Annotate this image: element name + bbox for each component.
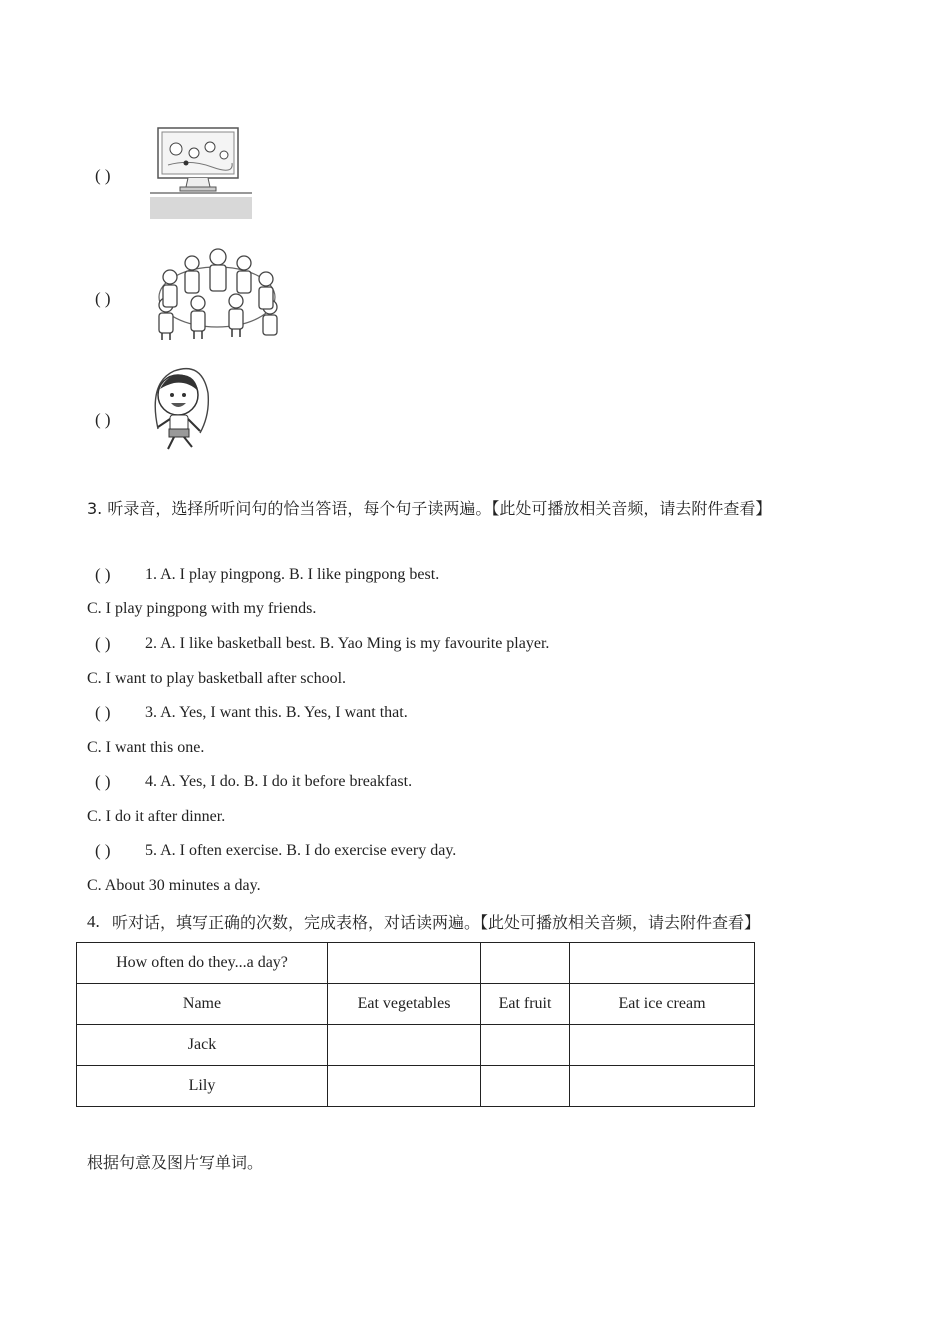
column-header-name: Name [77, 984, 328, 1025]
question-4-blank[interactable]: ( ) [95, 772, 111, 791]
section-4-heading: 听对话，填写正确的次数，完成表格，对话读两遍。【此处可播放相关音频，请去附件查看】 [112, 913, 761, 932]
question-3-options: 3. A. Yes, I want this. B. Yes, I want that. [145, 704, 408, 721]
section-heading-write-words: 根据句意及图片写单词。 [87, 1153, 264, 1172]
section-3-heading: 3. 听录音，选择所听问句的恰当答语，每个句子读两遍。【此处可播放相关音频，请去附件查看】 [87, 499, 772, 518]
question-2-blank[interactable]: ( ) [95, 634, 111, 653]
answer-cell[interactable] [328, 1066, 481, 1107]
question-5-options: 5. A. I often exercise. B. I do exercise every day. [145, 842, 457, 859]
table-row [77, 984, 755, 1025]
question-1-blank[interactable]: ( ) [95, 565, 111, 584]
row-name-jack: Jack [77, 1025, 328, 1066]
table-cell[interactable] [570, 943, 755, 984]
answer-cell[interactable] [570, 1066, 755, 1107]
answer-blank-3[interactable]: ( ) [95, 410, 111, 429]
boy-jump-rope-picture [144, 363, 214, 455]
question-1-options: 1. A. I play pingpong. B. I like pingpong best. [145, 566, 440, 583]
question-4-option-c: C. I do it after dinner. [87, 808, 226, 825]
answer-cell[interactable] [481, 1025, 570, 1066]
question-3-blank[interactable]: ( ) [95, 703, 111, 722]
table-row [77, 1025, 755, 1066]
question-3-option-c: C. I want this one. [87, 739, 205, 756]
table-cell[interactable] [481, 943, 570, 984]
answer-cell[interactable] [481, 1066, 570, 1107]
question-5-blank[interactable]: ( ) [95, 841, 111, 860]
table-row [77, 943, 755, 984]
row-name-lily: Lily [77, 1066, 328, 1107]
children-circle-picture [148, 245, 286, 341]
table-row [77, 1066, 755, 1107]
tv-soccer-picture [150, 125, 252, 219]
question-1-option-c: C. I play pingpong with my friends. [87, 600, 317, 617]
section-4-number: 4. [87, 912, 100, 931]
answer-blank-2[interactable]: ( ) [95, 289, 111, 308]
column-header-ice-cream: Eat ice cream [570, 984, 755, 1025]
frequency-table [76, 942, 755, 1107]
table-cell[interactable] [328, 943, 481, 984]
question-5-option-c: C. About 30 minutes a day. [87, 877, 261, 894]
question-4-options: 4. A. Yes, I do. B. I do it before breakfast. [145, 773, 413, 790]
answer-blank-1[interactable]: ( ) [95, 166, 111, 185]
answer-cell[interactable] [570, 1025, 755, 1066]
column-header-fruit: Eat fruit [481, 984, 570, 1025]
answer-cell[interactable] [328, 1025, 481, 1066]
question-2-option-c: C. I want to play basketball after school. [87, 670, 347, 687]
table-header-question: How often do they...a day? [77, 943, 328, 984]
column-header-vegetables: Eat vegetables [328, 984, 481, 1025]
question-2-options: 2. A. I like basketball best. B. Yao Ming is my favourite player. [145, 635, 550, 652]
